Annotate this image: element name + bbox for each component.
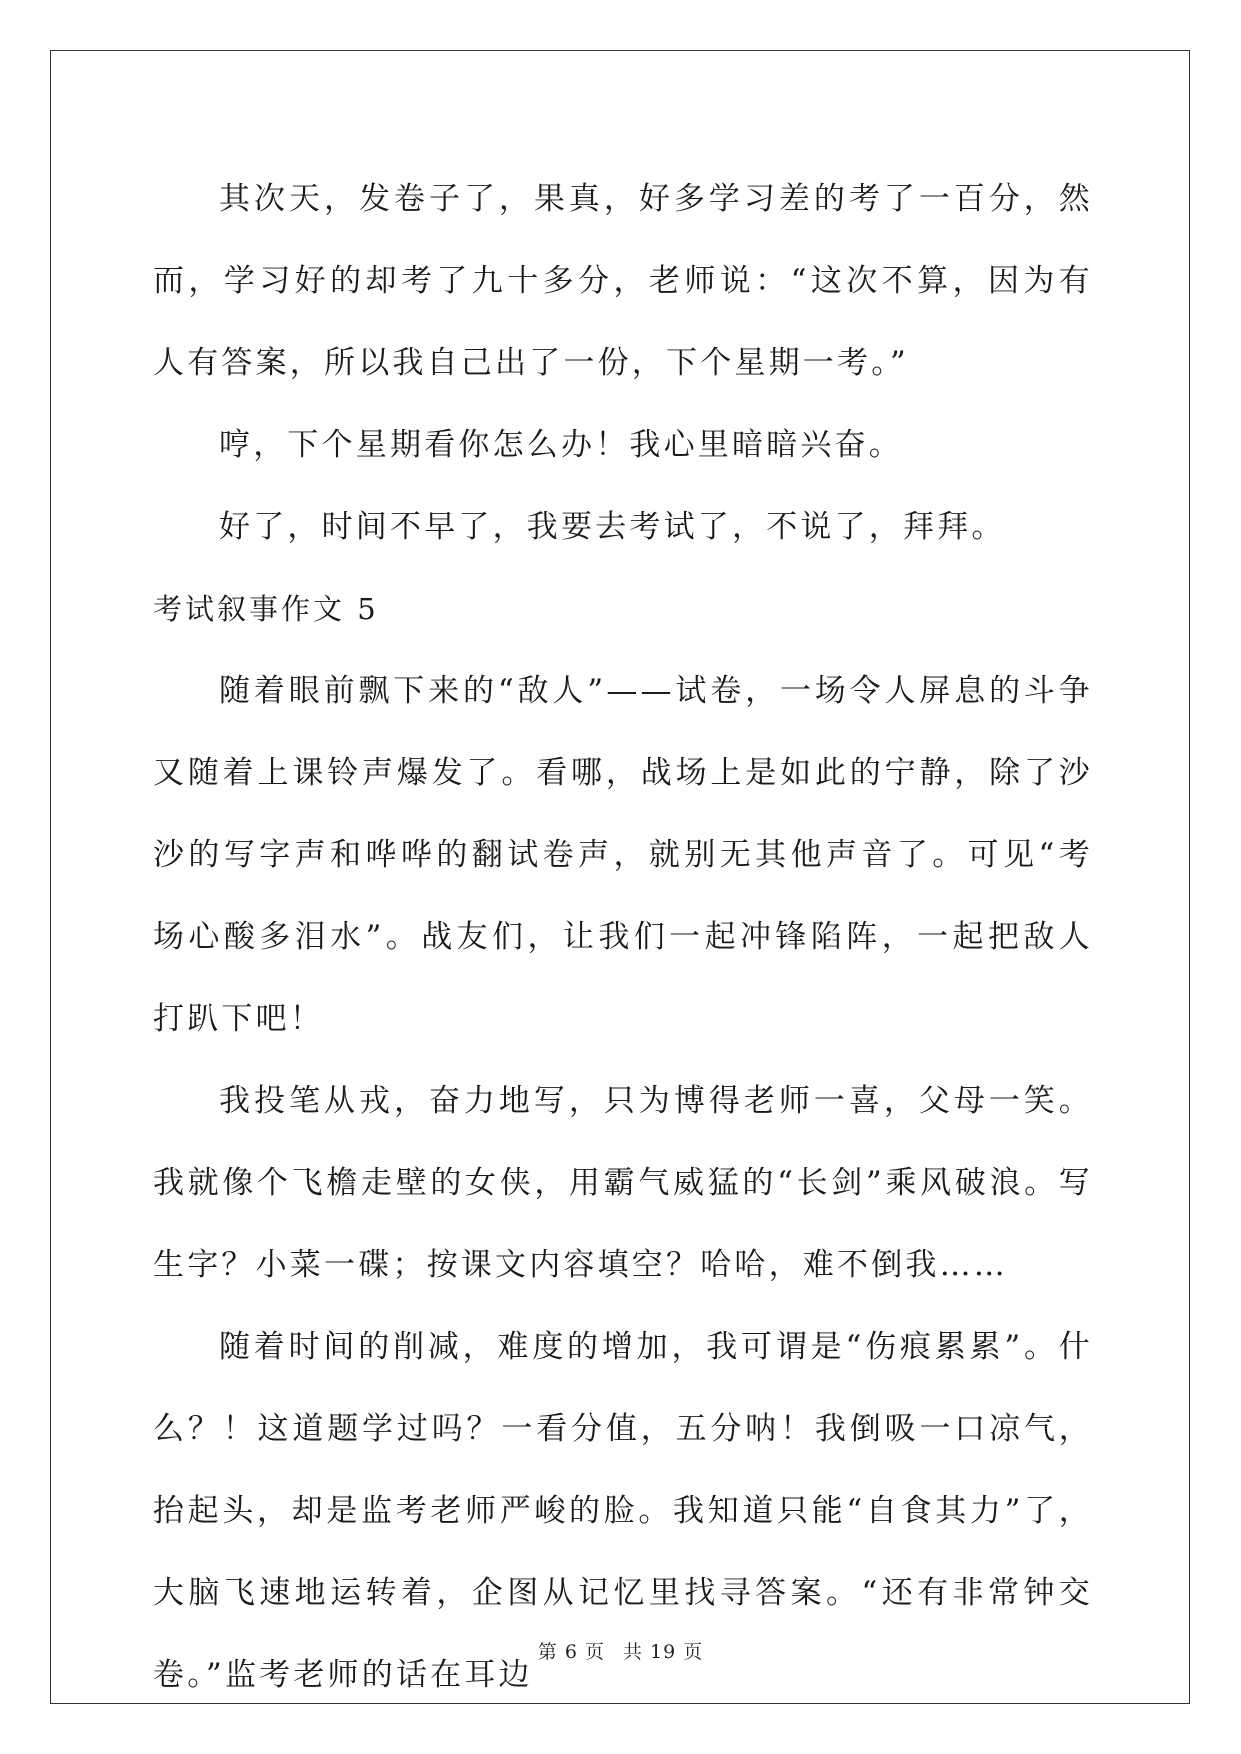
page-footer bbox=[0, 1637, 1241, 1664]
paragraph: 随着眼前飘下来的“敌人”——试卷，一场令人屏息的斗争又随着上课铃声爆发了。看哪，战场上是如此的宁静，除了沙沙的写字声和哗哗的翻试卷声，就别无其他声音了。可见“考场心酸多泪水”。战友们，让我们一起冲锋陷阵，一起把敌人打趴下吧！ bbox=[153, 673, 1093, 1037]
paragraph: 随着时间的削减，难度的增加，我可谓是“伤痕累累”。什么？！这道题学过吗？一看分值，五分呐！我倒吸一口凉气，抬起头，却是监考老师严峻的脸。我知道只能“自食其力”了，大脑飞速地运转着，企图从记忆里找寻答案。“还有非常钟交卷。”监考老师的话在耳边 bbox=[153, 1329, 1093, 1693]
page-number: 第 6 页 bbox=[537, 1641, 605, 1663]
section-heading: 考试叙事作文 5 bbox=[153, 592, 379, 626]
paragraph: 哼，下个星期看你怎么办！我心里暗暗兴奋。 bbox=[219, 427, 903, 463]
paragraph: 我投笔从戎，奋力地写，只为博得老师一喜，父母一笑。我就像个飞檐走壁的女侠，用霸气威猛的“长剑”乘风破浪。写生字？小菜一碟；按课文内容填空？哈哈，难不倒我…… bbox=[153, 1083, 1093, 1283]
paragraph: 好了，时间不早了，我要去考试了，不说了，拜拜。 bbox=[219, 509, 1006, 545]
paragraph: 其次天，发卷子了，果真，好多学习差的考了一百分，然而，学习好的却考了九十多分，老师说：“这次不算，因为有人有答案，所以我自己出了一份，下个星期一考。” bbox=[153, 181, 1093, 381]
page-total: 共 19 页 bbox=[622, 1641, 704, 1663]
document-body bbox=[153, 158, 1093, 1716]
